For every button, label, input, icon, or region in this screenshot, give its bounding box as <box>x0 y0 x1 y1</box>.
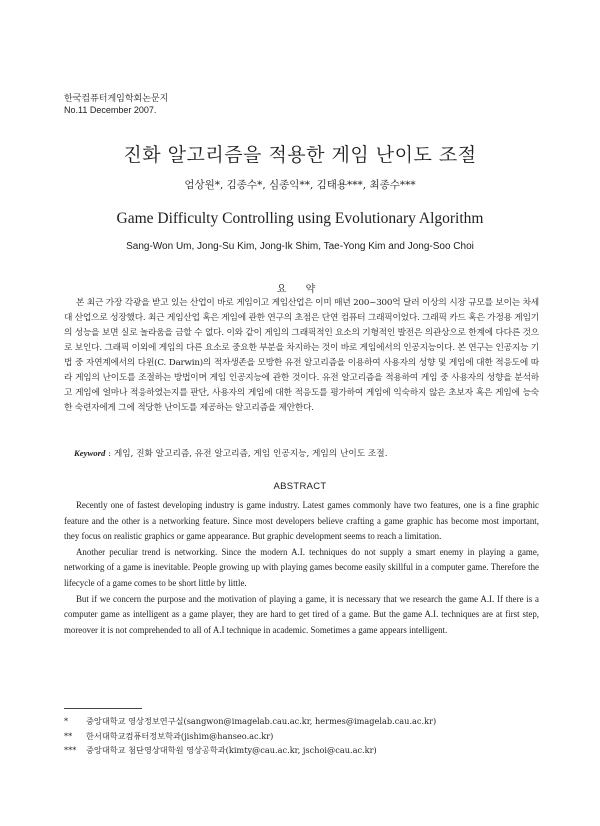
footnote-divider <box>64 708 142 709</box>
footnote <box>64 743 436 758</box>
keywords-label: Keyword <box>74 448 106 458</box>
footnote-text: 한서대학교컴퓨터정보학과(jishim@hanseo.ac.kr) <box>86 730 274 741</box>
korean-abstract-body: 본 최근 가장 각광을 받고 있는 산업이 바로 게임이고 게임산업은 이미 매년 200~300억 달러 이상의 시장 규모를 보이는 차세대 산업으로 성장했다. 최근 게임산업 혹은 게임에 관한 연구의 초점은 단연 컴퓨터 그래픽이었다. 그래픽 카드 혹은 가정용 게임기의 성능을 보면 실로 놀라움을 금할 수 없다. 이와 같이 게임의 그래픽적인 요소의 기형적인 발전은 의관상으로 한계에 다다른 것으로 보인다. 그래픽 이외에 게임의 다른 요소로 중요한 부분을 차지하는 것이 바로 게임에서의 인공지능이다. 본 연구는 인공지능 기법 중 자연계에서의 다윈(C. Darwin)의 적자생존을 모방한 유전 알고리즘을 이용하여 사용자의 성향 및 게임에 대한 적응도에 따라 게임의 난이도를 조절하는 방법이며 게임 인공지능에 관한 것이다. 유전 알고리즘을 적용하여 게임 중 사용자의 성향을 분석하고 게임에 얼마나 적응하였는지를 판단, 사용자의 게임에 대한 적응도를 평가하여 게임에 익숙하지 않은 초보자 혹은 게임에 능숙한 숙련자에게 그에 적당한 난이도를 제공하는 알고리즘을 제안한다. <box>64 298 539 413</box>
footnote-text: 중앙대학교 영상정보연구실(sangwon@imagelab.cau.ac.kr, hermes@imagelab.cau.ac.kr) <box>86 716 437 726</box>
english-abstract-heading: ABSTRACT <box>273 481 327 492</box>
paper-title-korean: 진화 알고리즘을 적용한 게임 난이도 조절 <box>123 144 477 166</box>
abstract-paragraph: Another peculiar trend is networking. Since the modern A.I. techniques do not supply a smart enemy in playing a game, networking of a game is inevitable. People growing up with playing games become easily skillful in a computer game. Therefore the lifecycle of a game comes to be short little by little. <box>64 546 539 588</box>
authors-english: Sang-Won Um, Jong-Su Kim, Jong-Ik Shim, Tae-Yong Kim and Jong-Soo Choi <box>126 241 474 252</box>
keywords-line <box>74 447 544 459</box>
korean-abstract-heading: 요 약 <box>276 284 324 295</box>
abstract-paragraph: Recently one of fastest developing industry is game industry. Latest games commonly have two features, one is a fine graphic feature and the other is a networking feature. Since most developers believe crafting a game graphic has become most important, they focus on realistic graphics or game appearance. But graphic development seems to reach a limitation. <box>64 500 539 542</box>
footnote-mark: *** <box>64 745 77 755</box>
english-abstract-body <box>64 498 539 638</box>
journal-name: 한국컴퓨터게임학회논문지 <box>64 93 169 103</box>
footnote-text: 중앙대학교 첨단영상대학원 영상공학과(kimty@cau.ac.kr, jschoi@cau.ac.kr) <box>86 745 377 755</box>
journal-issue: No.11 December 2007. <box>64 105 157 115</box>
keywords-text: : 게임, 진화 알고리즘, 유전 알고리즘, 게임 인공지능, 게임의 난이도 조절. <box>105 449 388 459</box>
footnote <box>64 729 436 744</box>
paper-title-english: Game Difficulty Controlling using Evolutionary Algorithm <box>116 210 484 227</box>
journal-header <box>64 92 168 116</box>
footnotes <box>64 714 436 758</box>
abstract-paragraph: But if we concern the purpose and the motivation of playing a game, it is necessary that we research the game A.I. If there is a computer game as intelligent as a game player, they are hard to get tired of a game. But the game A.I. techniques are at first step, moreover it is not comprehended to all of A.I technique in academic. Sometimes a game appears intelligent. <box>64 593 539 635</box>
authors-korean: 엄상원*, 김종수*, 심종익**, 김태용***, 최종수*** <box>184 179 416 191</box>
footnote <box>64 714 436 729</box>
footnote-mark: * <box>64 716 69 726</box>
footnote-mark: ** <box>64 730 73 741</box>
